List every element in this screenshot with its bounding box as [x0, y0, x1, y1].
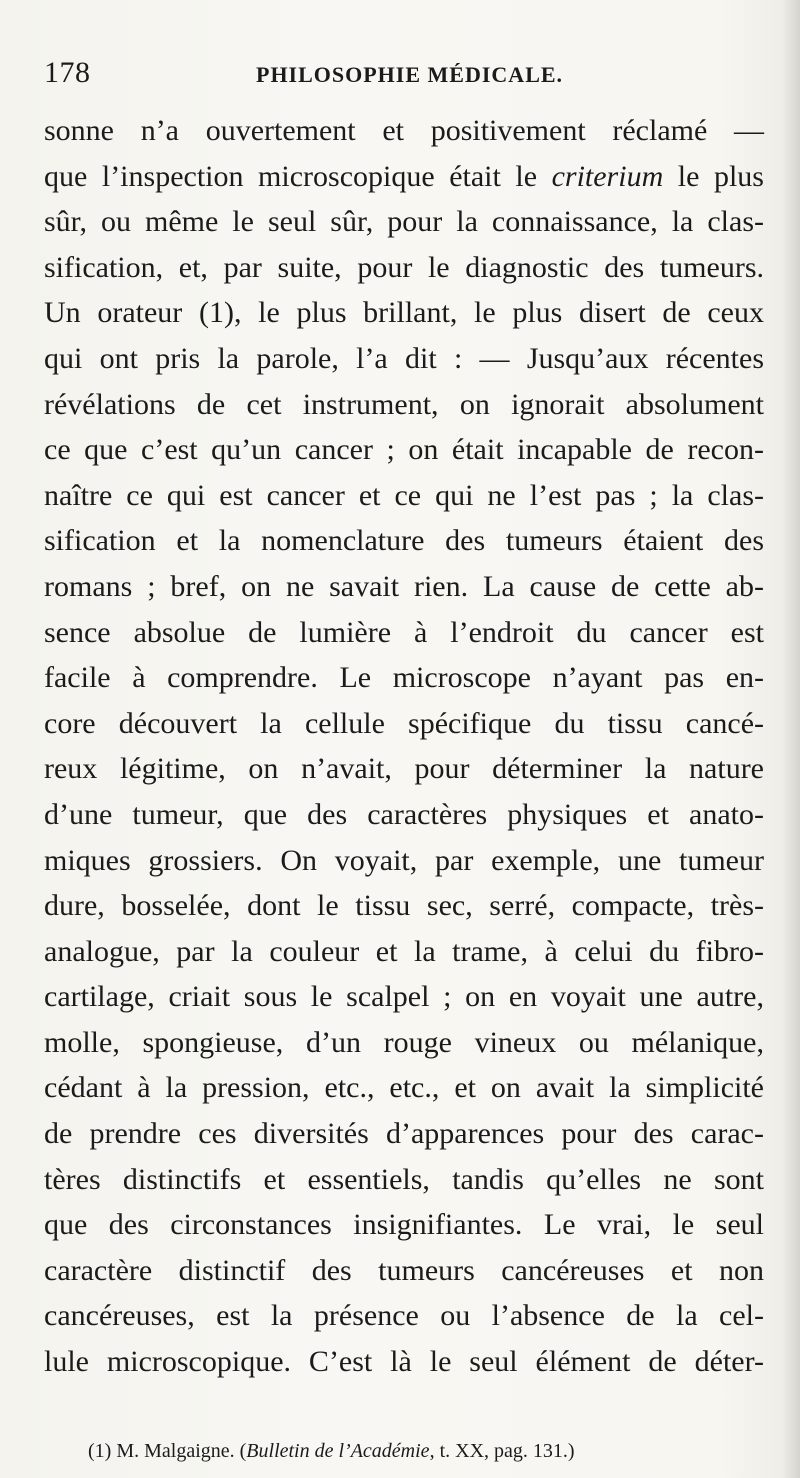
footnote-tail: , t. XX, pag. 131.) — [429, 1440, 575, 1462]
text-line: cartilage, criait sous le scalpel ; on en voyait une autre, — [44, 980, 764, 1014]
text-line: dure, bosselée, dont le tissu sec, serré, compacte, très- — [44, 889, 764, 923]
text-line: sence absolue de lumière à l’endroit du cancer est — [44, 615, 764, 649]
text-line: sification et la nomenclature des tumeurs étaient des — [44, 524, 764, 558]
page-number: 178 — [44, 56, 91, 89]
text-line: que l’inspection microscopique était le criterium le plus — [44, 159, 764, 193]
text-line: révélations de cet instrument, on ignorait absolument — [44, 387, 764, 421]
text-line: ce que c’est qu’un cancer ; on était incapable de recon- — [44, 433, 764, 467]
body-text — [44, 108, 764, 1385]
text-line: Un orateur (1), le plus brillant, le plus disert de ceux — [44, 296, 764, 330]
text-line: tères distinctifs et essentiels, tandis qu’elles ne sont — [44, 1162, 764, 1196]
text-line: cancéreuses, est la présence ou l’absence de la cel- — [44, 1299, 764, 1333]
text-line: naître ce qui est cancer et ce qui ne l’est pas ; la clas- — [44, 478, 764, 512]
text-line: caractère distinctif des tumeurs cancéreuses et non — [44, 1253, 764, 1287]
text-line: sification, et, par suite, pour le diagnostic des tumeurs. — [44, 250, 764, 284]
text-line: sonne n’a ouvertement et positivement réclamé — — [44, 114, 764, 147]
page-header — [44, 52, 764, 96]
text-line: sûr, ou même le seul sûr, pour la connaissance, la clas- — [44, 205, 764, 239]
page-edge-shadow — [782, 0, 800, 1478]
text-line: d’une tumeur, que des caractères physiques et anato- — [44, 797, 764, 831]
text-line: miques grossiers. On voyait, par exemple, une tumeur — [44, 843, 764, 877]
text-line: analogue, par la couleur et la trame, à celui du fibro- — [44, 934, 764, 968]
text-line: lule microscopique. C’est là le seul élément de déter- — [44, 1345, 764, 1379]
text-line: que des circonstances insignifiantes. Le vrai, le seul — [44, 1208, 764, 1242]
text-line: reux légitime, on n’avait, pour déterminer la nature — [44, 752, 764, 786]
italic-term: criterium — [551, 159, 664, 193]
footnote — [88, 1440, 778, 1463]
text-line: qui ont pris la parole, l’a dit : — Jusqu’aux récentes — [44, 341, 764, 375]
text-line: core découvert la cellule spécifique du tissu cancé- — [44, 706, 764, 740]
text-line: de prendre ces diversités d’apparences pour des carac- — [44, 1117, 764, 1151]
running-title: PHILOSOPHIE MÉDICALE. — [256, 62, 564, 87]
footnote-source: Bulletin de l’Académie — [246, 1440, 430, 1462]
text-line: molle, spongieuse, d’un rouge vineux ou mélanique, — [44, 1025, 764, 1059]
text-line: facile à comprendre. Le microscope n’ayant pas en- — [44, 661, 764, 695]
text-line: romans ; bref, on ne savait rien. La cause de cette ab- — [44, 569, 764, 603]
text-line: cédant à la pression, etc., etc., et on avait la simplicité — [44, 1071, 764, 1105]
footnote-marker: (1) M. Malgaigne. ( — [88, 1440, 247, 1462]
